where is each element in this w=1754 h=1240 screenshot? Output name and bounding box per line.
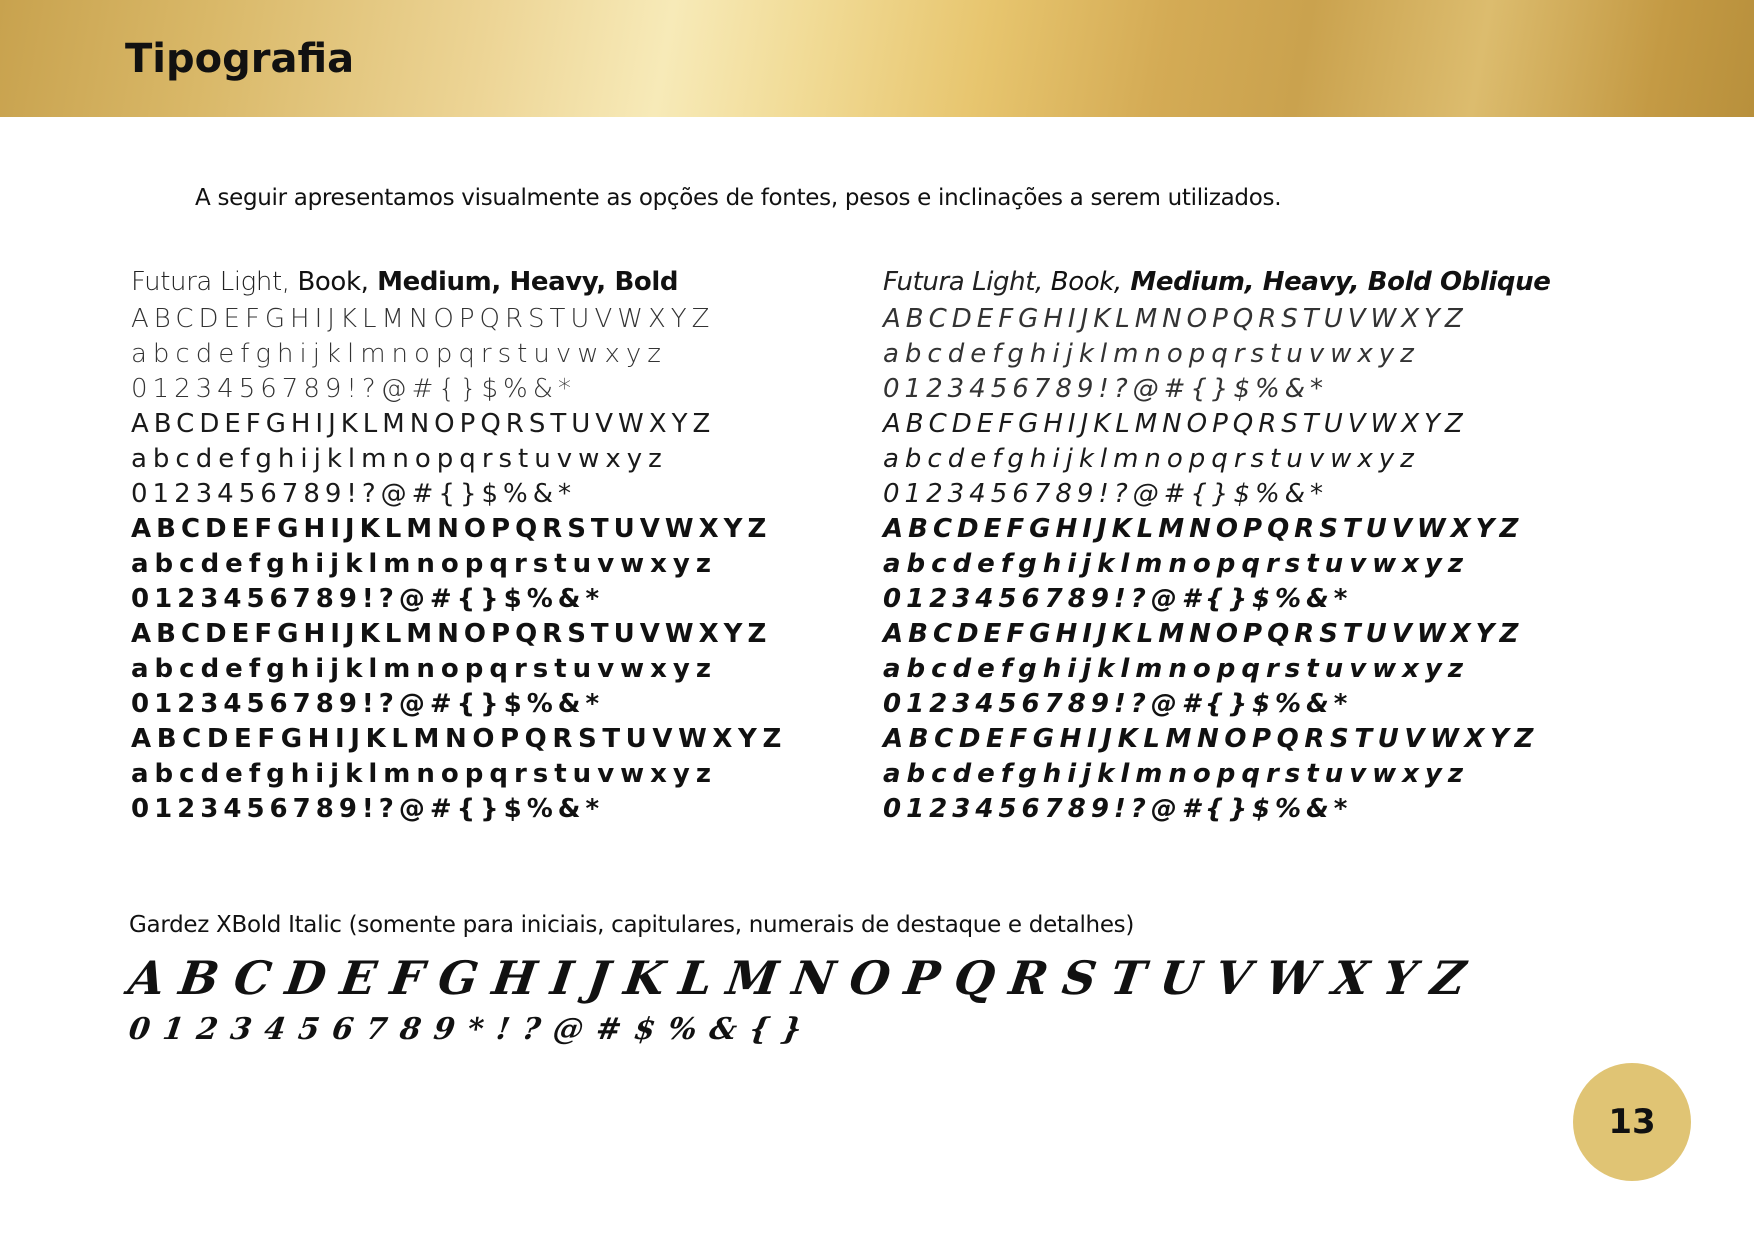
heavy-numbers: 0123456789!?@#{}$%&* bbox=[131, 689, 605, 719]
book-oblique-numbers: 0123456789!?@#{}$%&* bbox=[883, 479, 1329, 509]
weight-bold-label: Bold bbox=[605, 267, 679, 297]
heavy-oblique-numbers: 0123456789!?@#{}$%&* bbox=[883, 689, 1353, 719]
heavy-lowercase: abcdefghijklmnopqrstuvwxyz bbox=[131, 654, 718, 684]
medium-oblique-lowercase: abcdefghijklmnopqrstuvwxyz bbox=[883, 549, 1470, 579]
gardez-numbers: 0123456789*!?@#$%&{} bbox=[126, 1012, 817, 1047]
medium-oblique-uppercase: ABCDEFGHIJKLMNOPQRSTUVWXYZ bbox=[883, 514, 1524, 544]
futura-specimen-left bbox=[131, 262, 891, 827]
bold-lowercase: abcdefghijklmnopqrstuvwxyz bbox=[131, 759, 718, 789]
weight-light-oblique-label: Futura Light, bbox=[883, 267, 1043, 297]
gardez-label: Gardez XBold Italic (somente para iniciais, capitulares, numerais de destaque e detalhes) bbox=[129, 912, 1135, 938]
page-number-badge bbox=[1573, 1063, 1691, 1181]
book-uppercase: ABCDEFGHIJKLMNOPQRSTUVWXYZ bbox=[131, 409, 716, 439]
bold-numbers: 0123456789!?@#{}$%&* bbox=[131, 794, 605, 824]
gardez-uppercase: ABCDEFGHIJKLMNOPQRSTUVWXYZ bbox=[125, 951, 1484, 1005]
weight-book-oblique-label: Book, bbox=[1042, 267, 1122, 297]
book-oblique-uppercase: ABCDEFGHIJKLMNOPQRSTUVWXYZ bbox=[883, 409, 1468, 439]
bold-oblique-uppercase: ABCDEFGHIJKLMNOPQRSTUVWXYZ bbox=[883, 724, 1539, 754]
weight-medium-label: Medium, bbox=[368, 267, 501, 297]
specimen-header-right bbox=[883, 262, 1643, 302]
medium-uppercase: ABCDEFGHIJKLMNOPQRSTUVWXYZ bbox=[131, 514, 772, 544]
futura-specimen-right bbox=[883, 262, 1643, 827]
bold-uppercase: ABCDEFGHIJKLMNOPQRSTUVWXYZ bbox=[131, 724, 787, 754]
weight-book-label: Book, bbox=[289, 267, 369, 297]
book-oblique-lowercase: abcdefghijklmnopqrstuvwxyz bbox=[883, 444, 1420, 474]
medium-oblique-numbers: 0123456789!?@#{}$%&* bbox=[883, 584, 1353, 614]
medium-numbers: 0123456789!?@#{}$%&* bbox=[131, 584, 605, 614]
book-numbers: 0123456789!?@#{}$%&* bbox=[131, 479, 577, 509]
light-uppercase: ABCDEFGHIJKLMNOPQRSTUVWXYZ bbox=[131, 304, 715, 334]
light-oblique-lowercase: abcdefghijklmnopqrstuvwxyz bbox=[883, 339, 1420, 369]
weight-heavy-oblique-label: Heavy, bbox=[1254, 267, 1360, 297]
bold-oblique-numbers: 0123456789!?@#{}$%&* bbox=[883, 794, 1353, 824]
light-oblique-uppercase: ABCDEFGHIJKLMNOPQRSTUVWXYZ bbox=[883, 304, 1468, 334]
bold-oblique-lowercase: abcdefghijklmnopqrstuvwxyz bbox=[883, 759, 1470, 789]
weight-bold-oblique-label: Bold Oblique bbox=[1359, 267, 1551, 297]
light-numbers: 0123456789!?@#{}$%&* bbox=[131, 374, 577, 404]
heavy-oblique-uppercase: ABCDEFGHIJKLMNOPQRSTUVWXYZ bbox=[883, 619, 1524, 649]
intro-text: A seguir apresentamos visualmente as opções de fontes, pesos e inclinações a serem utilizados. bbox=[195, 185, 1282, 211]
light-lowercase: abcdefghijklmnopqrstuvwxyz bbox=[131, 339, 667, 369]
heavy-oblique-lowercase: abcdefghijklmnopqrstuvwxyz bbox=[883, 654, 1470, 684]
page-number: 13 bbox=[1608, 1102, 1656, 1142]
specimen-header-left bbox=[131, 262, 891, 302]
weight-light-label: Futura Light, bbox=[131, 267, 290, 297]
book-lowercase: abcdefghijklmnopqrstuvwxyz bbox=[131, 444, 668, 474]
light-oblique-numbers: 0123456789!?@#{}$%&* bbox=[883, 374, 1329, 404]
header-banner bbox=[0, 0, 1754, 117]
heavy-uppercase: ABCDEFGHIJKLMNOPQRSTUVWXYZ bbox=[131, 619, 772, 649]
page-title: Tipografia bbox=[125, 36, 355, 82]
medium-lowercase: abcdefghijklmnopqrstuvwxyz bbox=[131, 549, 718, 579]
weight-medium-oblique-label: Medium, bbox=[1121, 267, 1255, 297]
weight-heavy-label: Heavy, bbox=[500, 267, 606, 297]
